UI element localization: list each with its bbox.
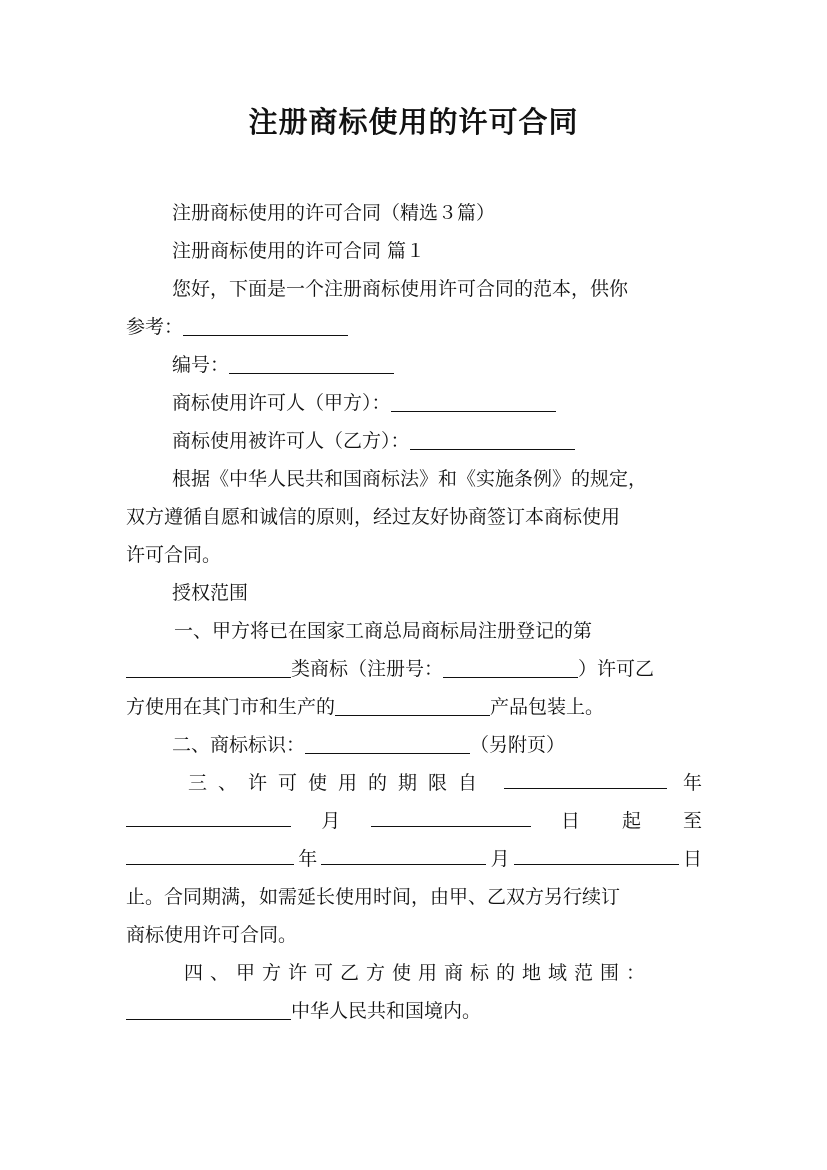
paragraph-line: 商标使用许可合同。 xyxy=(126,924,298,946)
blank-line xyxy=(443,653,578,678)
text-segment: 日起至 xyxy=(560,810,744,832)
text-segment: 年 xyxy=(298,848,318,870)
text-segment: 中华人民共和国境内。 xyxy=(291,1000,482,1022)
blank-line xyxy=(371,802,531,827)
blank-line xyxy=(126,802,291,827)
blank-line xyxy=(126,840,294,865)
paragraph-line xyxy=(126,992,702,1030)
section-heading: 注册商标使用的许可合同 篇１ xyxy=(172,240,426,262)
document-body xyxy=(126,194,744,1030)
blank-line xyxy=(229,349,394,374)
text-segment: 月 xyxy=(321,810,341,832)
paragraph-heading: 注册商标使用的许可合同（精选３篇） xyxy=(172,202,496,224)
paragraph-line: 一、甲方将已在国家工商总局商标局注册登记的第 xyxy=(174,620,593,642)
section-heading: 授权范围 xyxy=(172,582,249,604)
blank-line xyxy=(183,311,348,336)
paragraph-line xyxy=(126,802,744,840)
text-segment: 日 xyxy=(682,848,702,870)
paragraph-line xyxy=(126,384,702,422)
text-segment: 月 xyxy=(490,848,510,870)
text-segment: 方使用在其门市和生产的 xyxy=(126,696,336,718)
paragraph-line xyxy=(126,650,702,688)
paragraph-line xyxy=(126,308,702,346)
blank-line xyxy=(126,995,291,1020)
contract-number-label: 编号： xyxy=(172,354,230,376)
licensee-label: 商标使用被许可人（乙方）： xyxy=(172,430,410,452)
paragraph-line: 您好，下面是一个注册商标使用许可合同的范本，供你 xyxy=(172,278,629,300)
trademark-label: 二、商标标识： xyxy=(172,734,306,756)
paragraph-line xyxy=(126,764,702,802)
licensor-label: 商标使用许可人（甲方）： xyxy=(172,392,391,414)
reference-label: 参考： xyxy=(126,316,184,338)
text-segment: 三、许可使用的期限自 xyxy=(188,772,489,794)
paragraph-line xyxy=(126,422,702,460)
paragraph-line: 止。合同期满，如需延长使用时间，由甲、乙双方另行续订 xyxy=(126,886,621,908)
paragraph-line xyxy=(126,840,702,878)
text-segment: 年 xyxy=(682,772,702,794)
blank-line xyxy=(305,729,470,754)
paragraph-line: 双方遵循自愿和诚信的原则，经过友好协商签订本商标使用 xyxy=(126,506,621,528)
document-title: 注册商标使用的许可合同 xyxy=(248,105,579,139)
blank-line xyxy=(410,425,575,450)
blank-line xyxy=(335,691,490,716)
blank-line xyxy=(504,764,667,789)
paragraph-line: 四、甲方许可乙方使用商标的地域范围： xyxy=(184,962,653,984)
text-segment: 产品包装上。 xyxy=(490,696,605,718)
paragraph-line xyxy=(126,346,702,384)
paragraph-line: 许可合同。 xyxy=(126,544,222,566)
text-segment: 类商标（注册号： xyxy=(291,658,444,680)
paragraph-line xyxy=(126,726,702,764)
blank-line xyxy=(321,840,486,865)
paragraph-line: 根据《中华人民共和国商标法》和《实施条例》的规定， xyxy=(172,468,648,490)
text-segment: （另附页） xyxy=(470,734,566,756)
blank-line xyxy=(391,387,556,412)
paragraph-line xyxy=(126,688,702,726)
blank-line xyxy=(514,840,679,865)
text-segment: ）许可乙 xyxy=(578,658,655,680)
blank-line xyxy=(126,653,291,678)
